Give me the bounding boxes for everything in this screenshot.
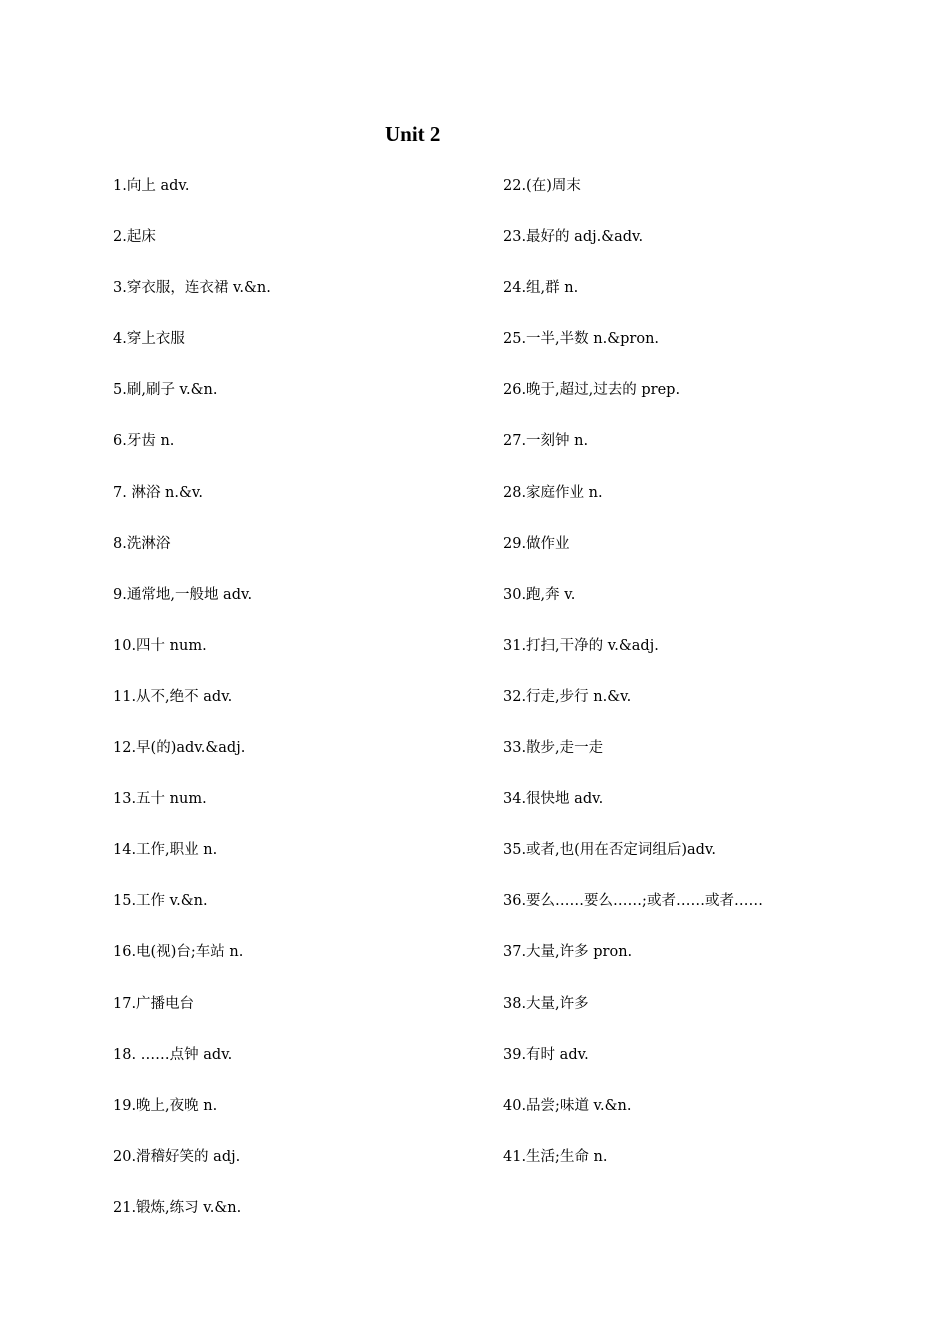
list-item: 38.大量,许多 (503, 995, 589, 1012)
list-item: 35.或者,也(用在否定词组后)adv. (503, 842, 716, 859)
page-title: Unit 2 (385, 122, 441, 146)
list-item: 36.要么……要么……;或者……或者…… (503, 893, 763, 910)
list-item: 5.刷,刷子 v.&n. (113, 382, 218, 399)
list-item: 40.品尝;味道 v.&n. (503, 1097, 632, 1114)
list-item: 30.跑,奔 v. (503, 586, 576, 603)
list-item: 8.洗淋浴 (113, 535, 171, 552)
list-item: 7. 淋浴 n.&v. (113, 484, 203, 501)
list-item: 31.打扫,干净的 v.&adj. (503, 637, 659, 654)
list-item: 24.组,群 n. (503, 280, 579, 297)
list-item: 14.工作,职业 n. (113, 842, 218, 859)
list-item: 4.穿上衣服 (113, 331, 185, 348)
list-item: 16.电(视)台;车站 n. (113, 944, 244, 961)
list-item: 20.滑稽好笑的 adj. (113, 1148, 241, 1165)
list-item: 28.家庭作业 n. (503, 484, 603, 501)
list-item: 1.向上 adv. (113, 178, 190, 194)
vocab-list-right (503, 174, 903, 1196)
list-item: 23.最好的 adj.&adv. (503, 229, 644, 246)
list-item: 27.一刻钟 n. (503, 433, 589, 450)
list-item: 18. ……点钟 adv. (113, 1046, 233, 1063)
list-item: 13.五十 num. (113, 791, 207, 808)
list-item: 37.大量,许多 pron. (503, 944, 633, 961)
list-item: 32.行走,步行 n.&v. (503, 688, 632, 705)
list-item: 10.四十 num. (113, 637, 207, 654)
list-item: 33.散步,走一走 (503, 740, 604, 757)
list-item: 25.一半,半数 n.&pron. (503, 331, 660, 348)
list-item: 21.锻炼,练习 v.&n. (113, 1199, 242, 1216)
list-item: 29.做作业 (503, 535, 570, 552)
list-item: 3.穿衣服，连衣裙 v.&n. (113, 280, 271, 297)
list-item: 19.晚上,夜晚 n. (113, 1097, 218, 1114)
list-item: 22.(在)周末 (503, 178, 581, 194)
list-item: 41.生活;生命 n. (503, 1148, 608, 1165)
list-item: 39.有时 adv. (503, 1046, 589, 1063)
list-item: 2.起床 (113, 229, 156, 246)
list-item: 6.牙齿 n. (113, 433, 175, 450)
list-item: 15.工作 v.&n. (113, 893, 208, 910)
list-item: 26.晚于,超过,过去的 prep. (503, 382, 681, 399)
list-item: 11.从不,绝不 adv. (113, 688, 233, 705)
list-item: 34.很快地 adv. (503, 791, 604, 808)
vocab-list-left (113, 174, 483, 1247)
list-item: 12.早(的)adv.&adj. (113, 740, 246, 757)
list-item: 17.广播电台 (113, 995, 195, 1012)
list-item: 9.通常地,一般地 adv. (113, 586, 253, 603)
